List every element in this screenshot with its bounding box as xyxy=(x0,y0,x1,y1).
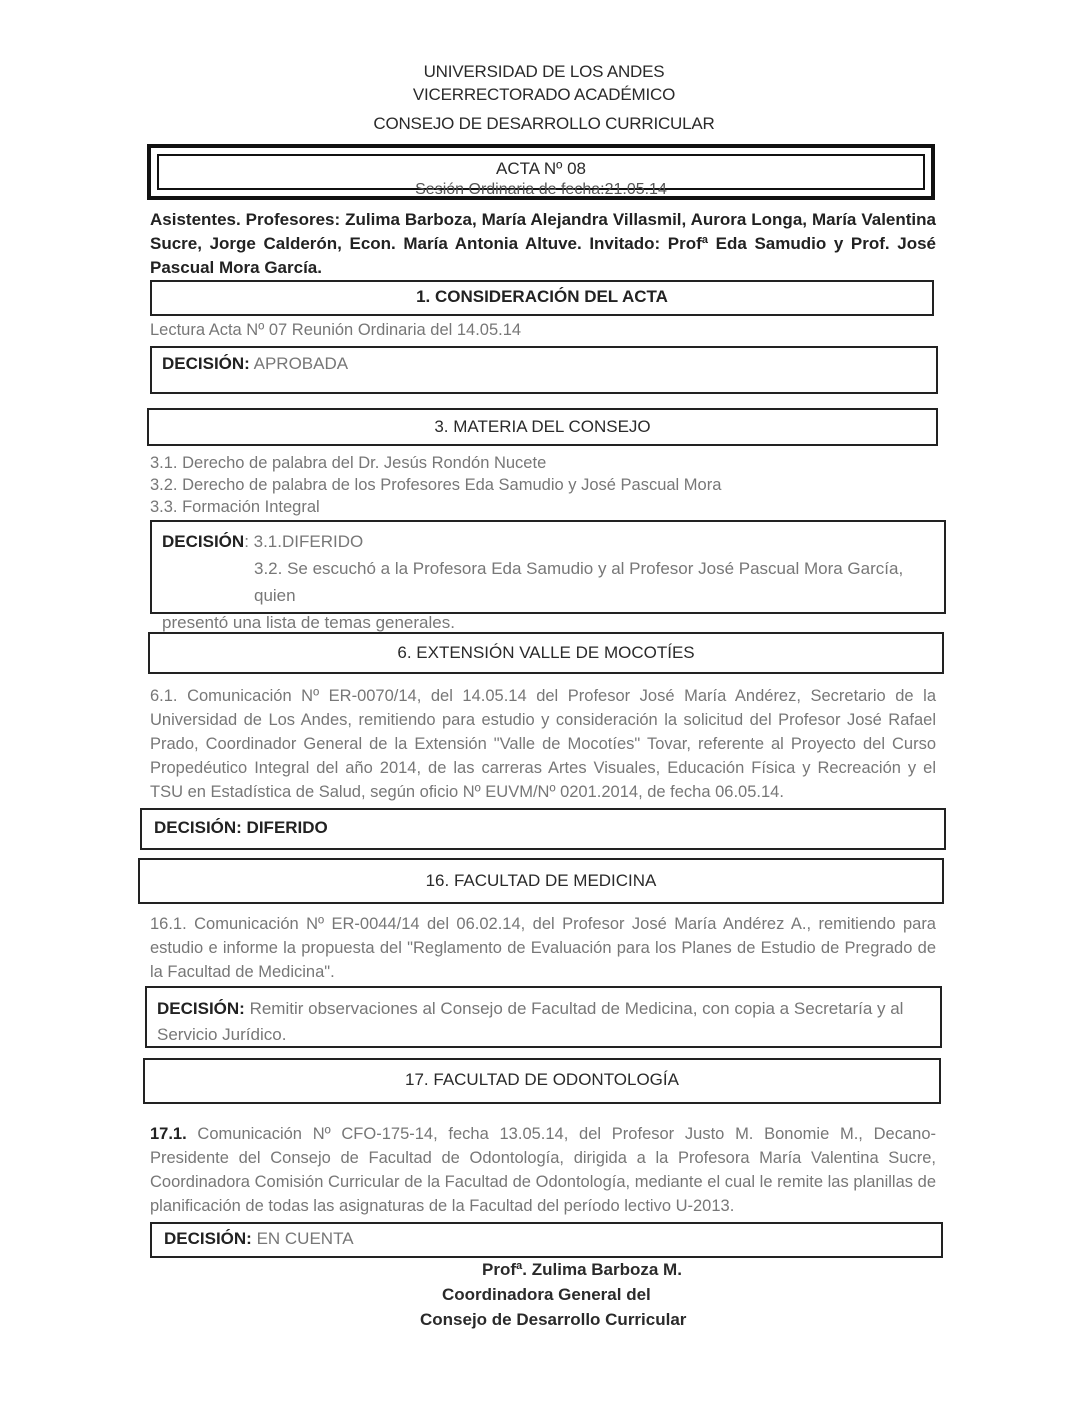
section-3-decision xyxy=(150,520,946,632)
header-vicerrectorado: VICERRECTORADO ACADÉMICO xyxy=(412,85,676,104)
list-item: 3.2. Derecho de palabra de los Profesores Eda Samudio y José Pascual Mora xyxy=(150,476,722,494)
section-16-title xyxy=(138,858,944,904)
decision-line-2: 3.2. Se escuchó a la Profesora Eda Samudio y al Profesor José Pascual Mora García, quien xyxy=(254,559,904,605)
acta-number: ACTA Nº 08 xyxy=(496,159,586,178)
decision-value: Remitir observaciones al Consejo de Facultad de Medicina, con copia a Secretaría y al Servicio Jurídico. xyxy=(157,999,904,1044)
section-3-title xyxy=(147,408,938,446)
decision-value: APROBADA xyxy=(249,354,349,373)
section-17-title xyxy=(143,1058,941,1104)
section-6-title-text: 6. EXTENSIÓN VALLE DE MOCOTÍES xyxy=(397,643,695,662)
decision-label: DECISIÓN: xyxy=(157,999,245,1018)
decision-value: EN CUENTA xyxy=(251,1229,354,1248)
section-1-title xyxy=(150,280,934,316)
acta-box xyxy=(147,144,935,200)
attendees: Asistentes. Profesores: Zulima Barboza, María Alejandra Villasmil, Aurora Longa, María Valentina Sucre, Jorge Calderón, Econ. María Antonia Altuve. Invitado: Profª Eda Samudio y Prof. José Pascual Mora García. xyxy=(150,210,936,277)
list-item: 3.3. Formación Integral xyxy=(150,498,320,516)
section-17-text xyxy=(150,1122,936,1218)
item-text: Comunicación Nº CFO-175-14, fecha 13.05.14, del Profesor Justo M. Bonomie M., Decano-Presidente del Consejo de Facultad de Odontología, dirigida a la Profesora María Valentina Sucre, Coordinadora Comisión Curricular de la Facultad de Odontología, mediante el cual le remite las planillas de planificación de todas las asignaturas de la Facultad del período lectivo U-2013. xyxy=(150,1125,936,1215)
section-17-decision xyxy=(150,1222,943,1258)
decision-label: DECISIÓN: xyxy=(162,354,250,373)
section-17-title-text: 17. FACULTAD DE ODONTOLOGÍA xyxy=(405,1070,679,1089)
decision-label: DECISIÓN: xyxy=(164,1229,252,1248)
section-6-title xyxy=(148,632,944,674)
section-1-decision xyxy=(150,346,938,394)
list-item: 3.1. Derecho de palabra del Dr. Jesús Rondón Nucete xyxy=(150,454,547,472)
session-date: Sesión Ordinaria de fecha:21.05.14 xyxy=(415,181,667,198)
signature-role-2: Consejo de Desarrollo Curricular xyxy=(420,1310,687,1329)
section-16-decision xyxy=(145,986,942,1048)
header-university: UNIVERSIDAD DE LOS ANDES xyxy=(423,62,665,81)
section-6-text: 6.1. Comunicación Nº ER-0070/14, del 14.05.14 del Profesor José María Andérez, Secretario de la Universidad de Los Andes, remitiendo para estudio y consideración la solicitud del Profesor José Rafael Prado, Coordinador General de la Extensión "Valle de Mocotíes" Tovar, referente al Proyecto del Curso Propedéutico Integral del año 2014, de las carreras Artes Visuales, Educación Física y Recreación y el TSU en Estadística de Salud, según oficio Nº EUVM/Nº 0201.2014, de fecha 06.05.14. xyxy=(150,687,936,801)
decision-line-1: : 3.1.DIFERIDO xyxy=(244,532,364,551)
section-3-title-text: 3. MATERIA DEL CONSEJO xyxy=(434,417,651,436)
decision-label: DECISIÓN xyxy=(162,532,245,551)
section-16-title-text: 16. FACULTAD DE MEDICINA xyxy=(425,871,657,890)
section-3-items xyxy=(150,452,721,518)
signature-role-1: Coordinadora General del xyxy=(442,1285,651,1304)
decision-line-3: presentó una lista de temas generales. xyxy=(162,613,455,632)
item-number: 17.1. xyxy=(150,1125,187,1143)
header-consejo: CONSEJO DE DESARROLLO CURRICULAR xyxy=(373,114,715,133)
section-1-text: Lectura Acta Nº 07 Reunión Ordinaria del 14.05.14 xyxy=(150,321,522,339)
signature-name: Profª. Zulima Barboza M. xyxy=(482,1260,682,1279)
section-1-title-text: 1. CONSIDERACIÓN DEL ACTA xyxy=(416,287,668,306)
section-6-decision: DECISIÓN: DIFERIDO xyxy=(140,808,946,850)
section-16-text: 16.1. Comunicación Nº ER-0044/14 del 06.02.14, del Profesor José María Andérez A., remitiendo para estudio e informe la propuesta del "Reglamento de Evaluación para los Planes de Estudio de Pregrado de la Facultad de Medicina". xyxy=(150,915,936,981)
